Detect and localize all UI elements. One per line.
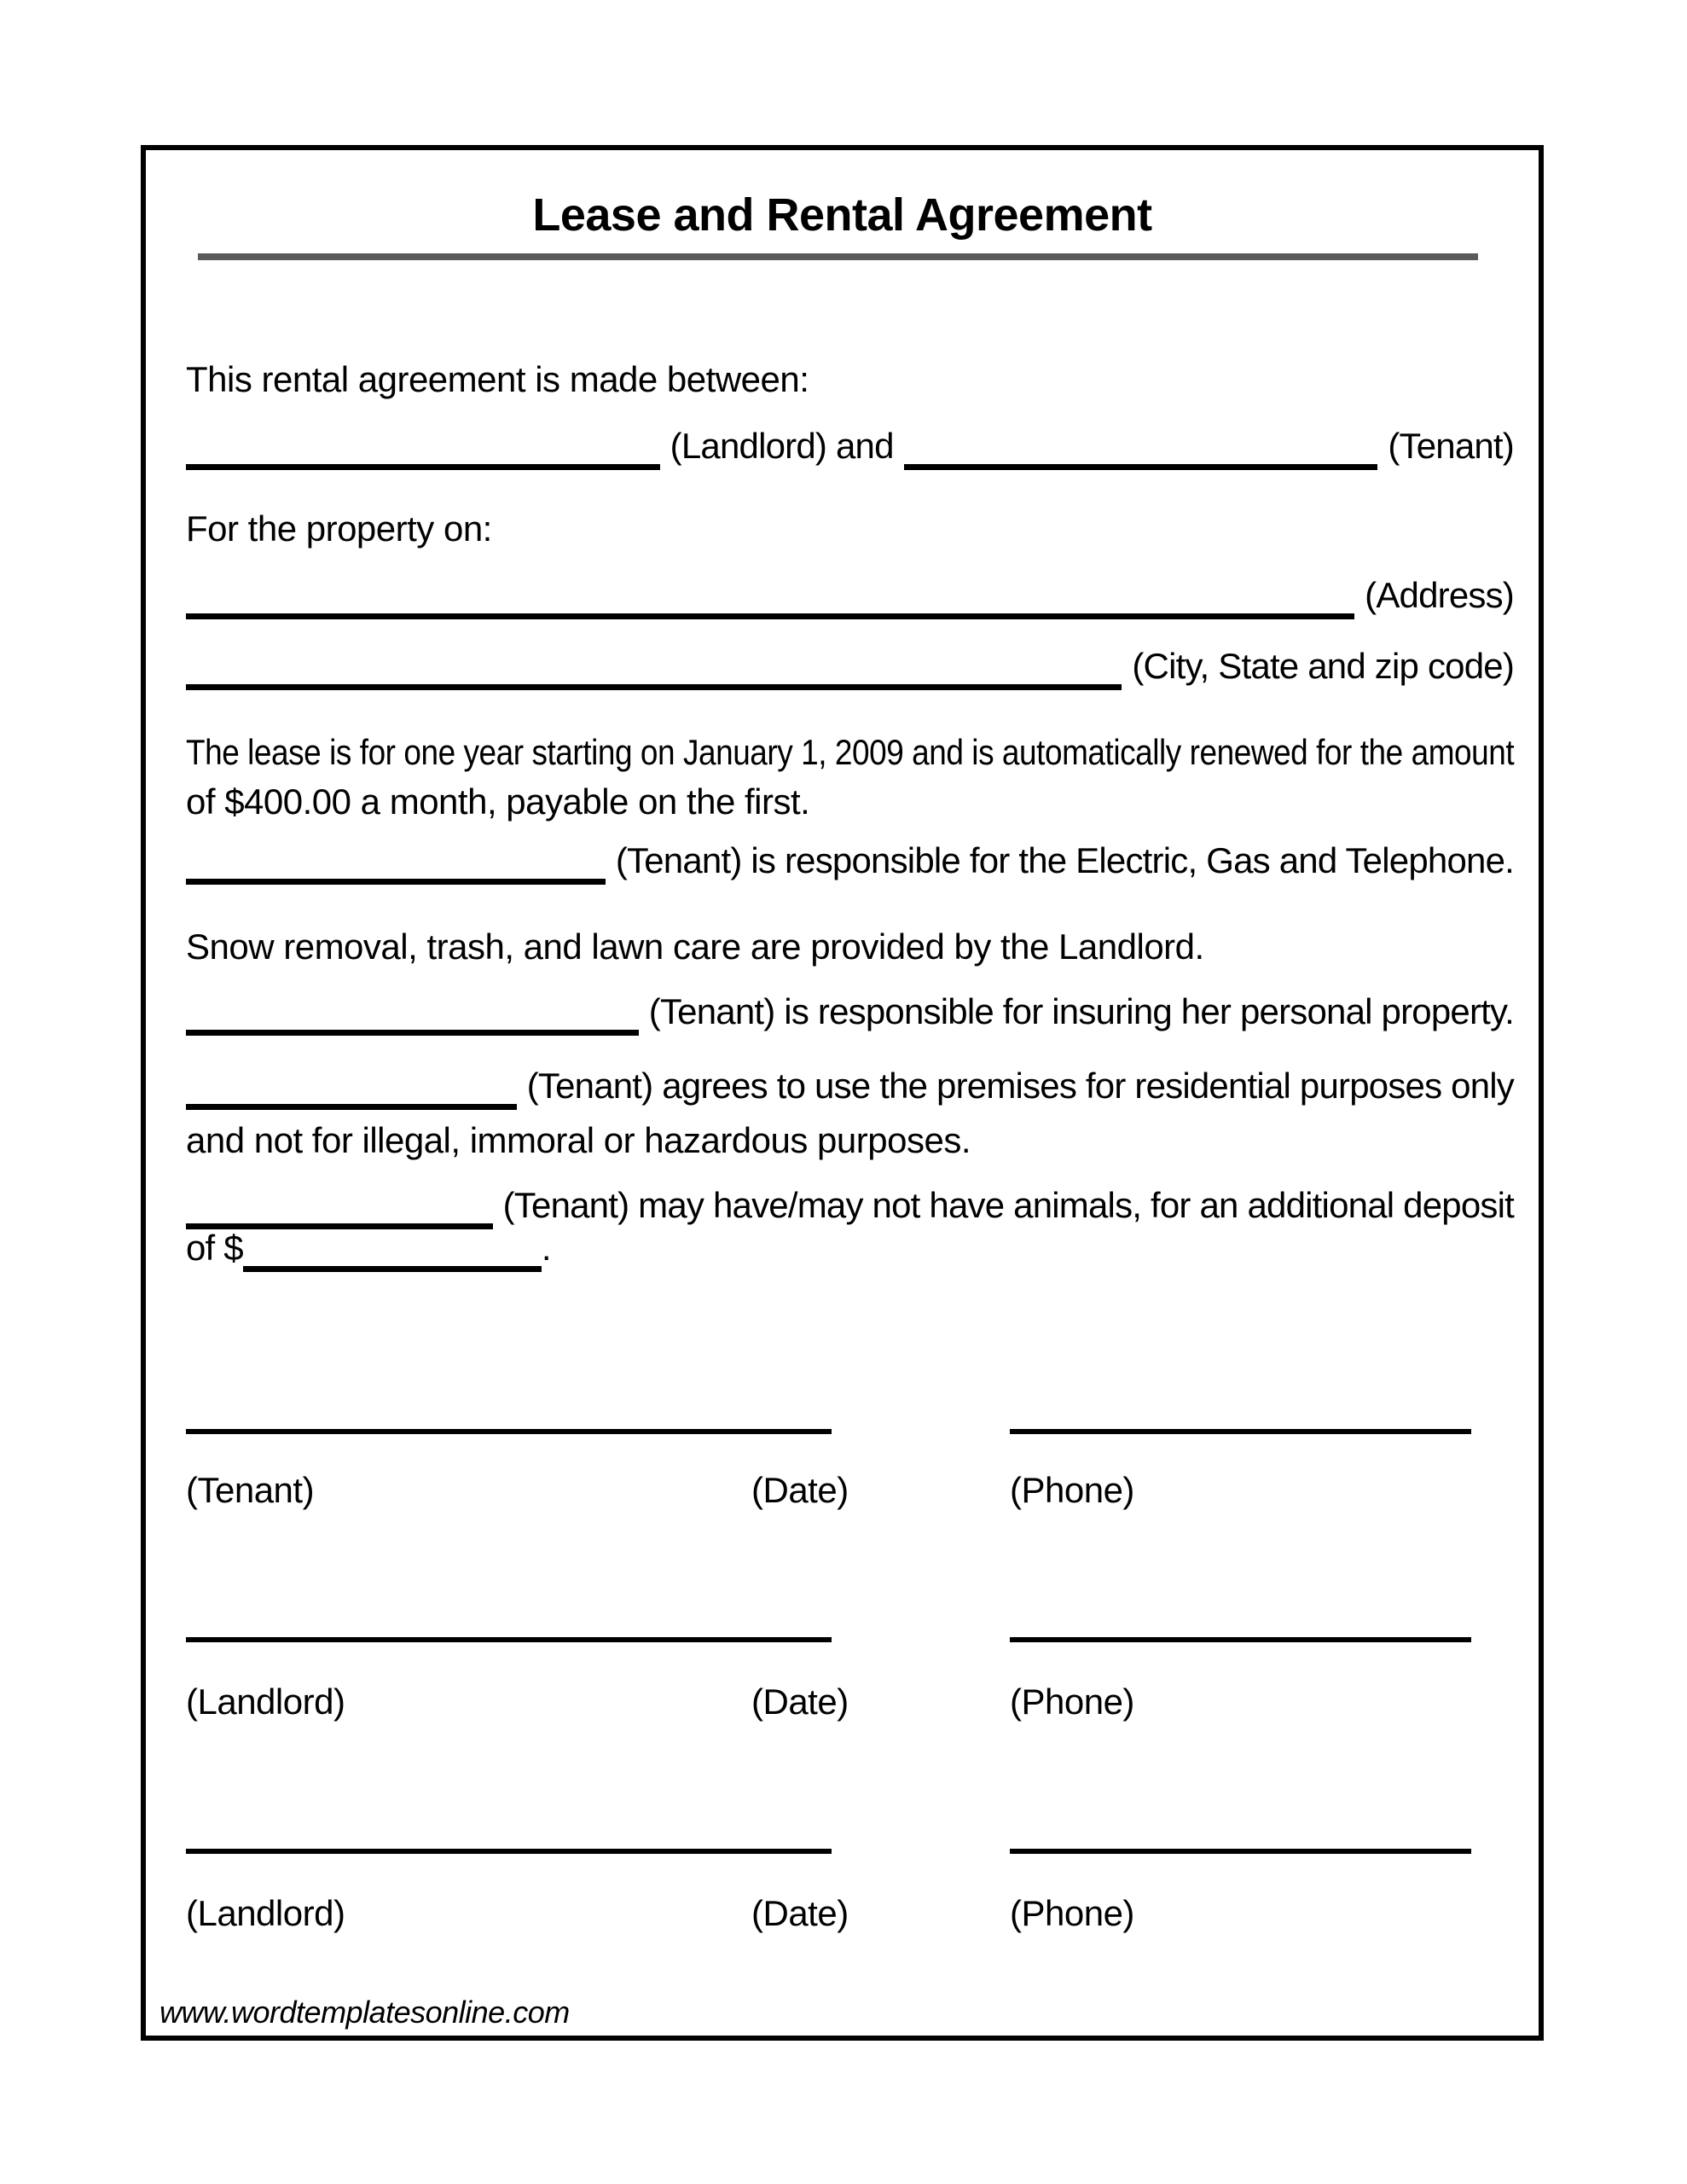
lease-terms-line1: The lease is for one year starting on January 1, 2009 and is automatically renewed for the amount: [186, 732, 1515, 772]
title-rule: [198, 253, 1478, 260]
signature-phone-label: (Phone): [1010, 1682, 1134, 1722]
lease-terms-line2: of $400.00 a month, payable on the first.: [186, 781, 810, 822]
intro-row: [186, 355, 1514, 404]
property-heading: For the property on:: [186, 508, 492, 549]
city-row: [186, 642, 1514, 690]
signature-date-label: (Date): [751, 1893, 849, 1933]
signature-line-2-left[interactable]: [186, 1637, 832, 1642]
signature-phone-label: (Phone): [1010, 1893, 1134, 1933]
city-label: (City, State and zip code): [1132, 646, 1514, 686]
signature-line-1-right[interactable]: [1010, 1429, 1471, 1434]
signature-line-1-left[interactable]: [186, 1429, 832, 1434]
tenant-label: (Tenant): [1388, 426, 1514, 466]
intro-text: This rental agreement is made between:: [186, 359, 809, 399]
signature-line-2-right[interactable]: [1010, 1637, 1471, 1642]
address-row: [186, 572, 1514, 619]
utilities-tenant-blank[interactable]: [186, 879, 606, 885]
property-heading-row: [186, 504, 1514, 554]
signature-labels-2: [186, 1677, 1514, 1727]
landlord-name-blank[interactable]: [186, 464, 660, 470]
parties-row: [186, 422, 1514, 470]
tenant-name-blank[interactable]: [904, 464, 1378, 470]
city-blank[interactable]: [186, 684, 1122, 690]
footer-url: www.wordtemplatesonline.com: [159, 1995, 570, 2030]
document-title: Lease and Rental Agreement: [532, 189, 1152, 241]
deposit-row: [186, 1224, 1514, 1272]
deposit-amount-blank[interactable]: [243, 1266, 542, 1272]
deposit-period: .: [541, 1228, 551, 1268]
signature-labels-1: [186, 1466, 1514, 1515]
utilities-row: [186, 837, 1514, 885]
landlord-and-label: (Landlord) and: [670, 426, 894, 466]
signature-phone-label: (Phone): [1010, 1470, 1134, 1510]
insurance-tenant-blank[interactable]: [186, 1030, 639, 1036]
use-row-line2: [186, 1116, 1514, 1165]
signature-date-label: (Date): [751, 1682, 849, 1722]
signature-line-3-left[interactable]: [186, 1849, 832, 1854]
signature-name-label: (Tenant): [186, 1470, 315, 1510]
signature-date-label: (Date): [751, 1470, 849, 1510]
deposit-prefix: of $: [186, 1228, 243, 1268]
signature-labels-3: [186, 1889, 1514, 1938]
utilities-text: (Tenant) is responsible for the Electric, Gas and Telephone.: [615, 840, 1514, 880]
signature-line-3-right[interactable]: [1010, 1849, 1471, 1854]
title-row: [146, 187, 1539, 243]
animals-row: [186, 1182, 1514, 1229]
insurance-text: (Tenant) is responsible for insuring her personal property.: [648, 991, 1514, 1031]
use-tenant-blank[interactable]: [186, 1104, 517, 1110]
animals-text: (Tenant) may have/may not have animals, for an additional deposit: [502, 1185, 1514, 1225]
insurance-row: [186, 988, 1514, 1036]
signature-name-label: (Landlord): [186, 1893, 345, 1933]
services-row: [186, 922, 1514, 972]
address-blank[interactable]: [186, 613, 1354, 619]
use-text-line2: and not for illegal, immoral or hazardous purposes.: [186, 1120, 971, 1160]
document-page: [141, 145, 1544, 2041]
lease-terms-paragraph: [186, 728, 1514, 827]
use-row: [186, 1062, 1514, 1110]
services-text: Snow removal, trash, and lawn care are provided by the Landlord.: [186, 926, 1204, 967]
address-label: (Address): [1365, 575, 1514, 615]
use-text: (Tenant) agrees to use the premises for residential purposes only: [526, 1066, 1514, 1106]
signature-name-label: (Landlord): [186, 1682, 345, 1722]
